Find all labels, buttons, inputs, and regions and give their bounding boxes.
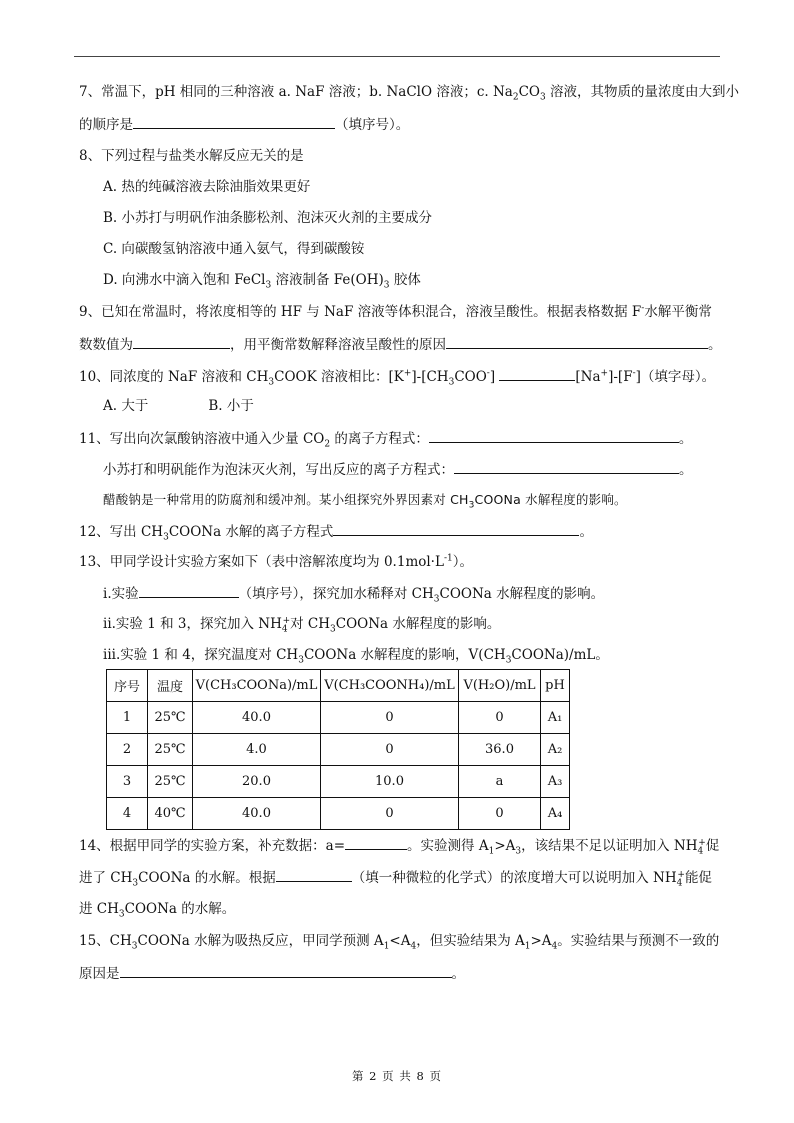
table-cell: 2 [107,734,148,766]
table-cell: 40℃ [148,798,193,830]
question-10: 10、同浓度的 NaF 溶液和 $CH_3COOK$ 溶液相比：$[K^+]-[CH_3COO^-]$ [Na+]-[F-]（填字母）。 [79,368,716,388]
table-header: V(H₂O)/mL [459,670,541,702]
table-cell: a [459,766,541,798]
table-row [107,766,570,798]
header-rule [74,56,720,57]
table-cell: 0 [321,702,459,734]
table-cell: 10.0 [321,766,459,798]
answer-blank[interactable] [333,522,579,536]
question-8: 8、下列过程与盐类水解反应无关的是 [79,148,304,164]
question-13-ii: ii.实验 1 和 3，探究加入 $NH_4^+$对 $CH_3COONa$ 水解程度的影响。 [103,615,501,635]
table-header-row [107,670,570,702]
table-cell: A₄ [541,798,570,830]
question-14: 14、根据甲同学的实验方案，补充数据：a= 。实验测得 $A_1>A_3$，该结果不足以证明加入 $NH_4^+$促 [79,837,720,857]
experiment-table [106,669,570,830]
table-cell: 0 [321,734,459,766]
question-14-line3: 进 $CH_3COONa$ 的水解。 [79,901,236,920]
answer-blank[interactable] [446,335,708,349]
table-cell: 3 [107,766,148,798]
table-header: 温度 [148,670,193,702]
table-row [107,702,570,734]
question-10-options: A. 大于 B. 小于 [103,398,254,414]
question-15-answer-line: 原因是 。 [79,966,465,982]
question-14-line2: 进了 $CH_3COONa$ 的水解。根据 （填一种微粒的化学式）的浓度增大可以说明加入 $NH_4^+$能促 [79,869,712,889]
table-cell: 25℃ [148,766,193,798]
question-13-iii: iii.实验 1 和 4，探究温度对 $CH_3COONa$ 水解程度的影响，$V(CH_3COONa)/mL$。 [103,647,609,666]
question-13-i: i.实验 （填序号），探究加水稀释对 $CH_3COONa$ 水解程度的影响。 [103,586,605,605]
table-cell: 36.0 [459,734,541,766]
table-header: V(CH₃COONa)/mL [193,670,321,702]
table-cell: 40.0 [193,798,321,830]
answer-blank[interactable] [429,429,679,443]
question-11: 11、写出向次氯酸钠溶液中通入少量 $CO_2$ 的离子方程式： 。 [79,431,693,450]
question-7: 7、常温下，pH 相同的三种溶液 a. NaF 溶液；b. NaClO 溶液；c. $Na_2CO_3$ 溶液，其物质的量浓度由大到小 [79,84,740,103]
option-a: A. 热的纯碱溶液去除油脂效果更好 [103,179,311,195]
question-13: 13、甲同学设计实验方案如下（表中溶解浓度均为 $0.1mol\cdot L^{-1}$）。 [79,553,473,570]
option-d: D. 向沸水中滴入饱和 FeCl$_3$ 溶液制备 $Fe(OH)_3$ 胶体 [103,272,421,291]
option-c: C. 向碳酸氢钠溶液中通入氨气，得到碳酸铵 [103,241,365,257]
table-cell: 4 [107,798,148,830]
table-cell: 40.0 [193,702,321,734]
question-12: 12、写出 $CH_3COONa$ 水解的离子方程式 。 [79,524,593,543]
page-footer: 第 2 页 共 8 页 [352,1069,442,1083]
table-cell: A₁ [541,702,570,734]
table-cell: 25℃ [148,702,193,734]
answer-blank[interactable] [345,836,407,850]
table-cell: 1 [107,702,148,734]
table-cell: 0 [459,702,541,734]
table-cell: A₃ [541,766,570,798]
question-11-part2: 小苏打和明矾能作为泡沫灭火剂，写出反应的离子方程式： 。 [103,462,693,478]
table-cell: 4.0 [193,734,321,766]
table-header: pH [541,670,570,702]
answer-blank[interactable] [454,460,679,474]
intro-text: 醋酸钠是一种常用的防腐剂和缓冲剂。某小组探究外界因素对 $CH_3COONa$ 水解程度的影响。 [103,492,627,511]
table-header: V(CH₃COONH₄)/mL [321,670,459,702]
table-header: 序号 [107,670,148,702]
answer-blank[interactable] [120,964,452,978]
answer-blank[interactable] [133,115,335,129]
answer-blank[interactable] [276,868,352,882]
table-row [107,798,570,830]
answer-blank[interactable] [499,367,575,381]
answer-blank[interactable] [133,335,230,349]
answer-blank[interactable] [139,584,239,598]
table-cell: 0 [321,798,459,830]
question-15: 15、$CH_3COONa$ 水解为吸热反应，甲同学预测 $A_1<A_4$，但实验结果为 $A_1>A_4$。实验结果与预测不一致的 [79,933,720,952]
option-b: B. 小苏打与明矾作油条膨松剂、泡沫灭火剂的主要成分 [103,210,433,226]
table-cell: 0 [459,798,541,830]
table-cell: A₂ [541,734,570,766]
question-9-answer-line: 数数值为 ，用平衡常数解释溶液呈酸性的原因 。 [79,337,722,353]
question-9: 9、已知在常温时，将浓度相等的 HF 与 NaF 溶液等体积混合，溶液呈酸性。根据表格数据 F-水解平衡常 [79,303,712,320]
table-cell: 20.0 [193,766,321,798]
question-7-answer-line: 的顺序是 （填序号）。 [79,117,410,133]
table-cell: 25℃ [148,734,193,766]
table-row [107,734,570,766]
